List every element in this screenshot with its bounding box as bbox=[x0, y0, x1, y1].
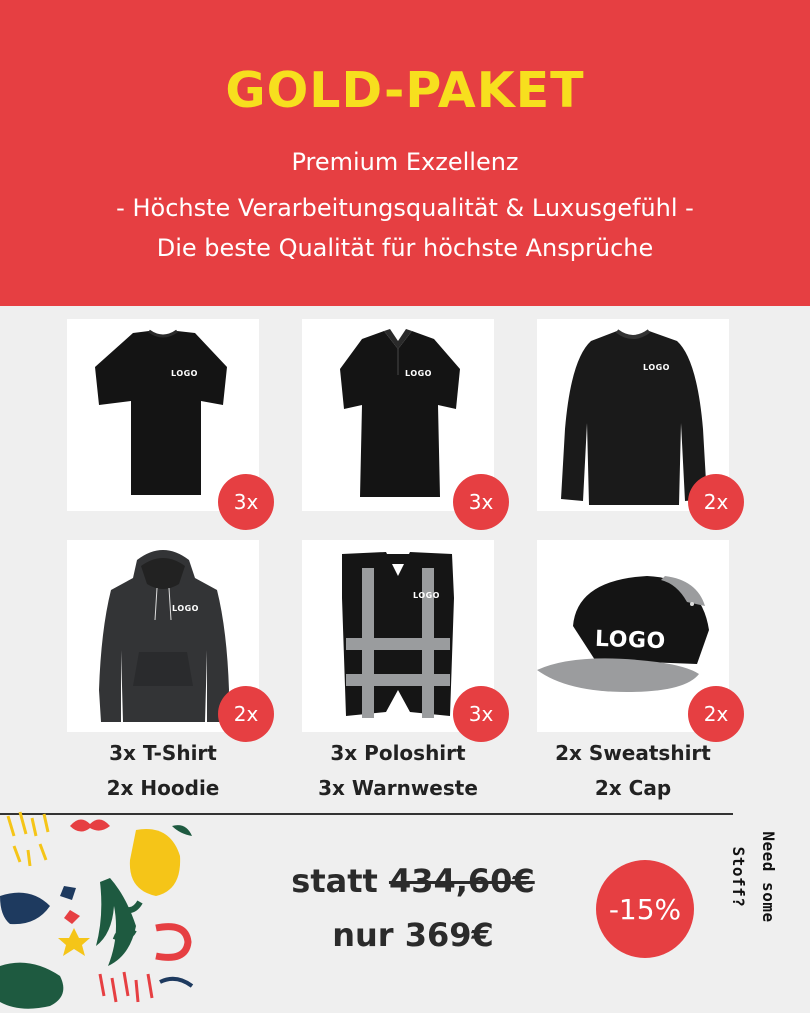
garment-logo: LOGO bbox=[643, 363, 670, 372]
caption-line: 2x Hoodie bbox=[106, 776, 220, 800]
quantity-badge-tshirt: 3x bbox=[218, 474, 274, 530]
caption-column-1 bbox=[43, 736, 283, 806]
quantity-badge-warnweste: 3x bbox=[453, 686, 509, 742]
new-price: 369€ bbox=[404, 916, 494, 954]
caption-line: 3x Poloshirt bbox=[330, 741, 466, 765]
caption-line: 3x Warnweste bbox=[318, 776, 478, 800]
old-price: 434,60€ bbox=[388, 862, 535, 900]
nur-label: nur bbox=[332, 916, 394, 954]
discount-badge: -15% bbox=[596, 860, 694, 958]
caption-column-3 bbox=[513, 736, 753, 806]
old-price-line bbox=[268, 862, 558, 900]
subtitle-line-3: Die beste Qualität für höchste Ansprüche bbox=[156, 234, 654, 262]
page-title: GOLD-PAKET bbox=[225, 62, 585, 119]
garment-logo: LOGO bbox=[405, 369, 432, 378]
quantity-badge-sweatshirt: 2x bbox=[688, 474, 744, 530]
quantity-badge-poloshirt: 3x bbox=[453, 474, 509, 530]
quantity-badge-hoodie: 2x bbox=[218, 686, 274, 742]
garment-logo: LOGO bbox=[171, 369, 198, 378]
header-banner bbox=[0, 0, 810, 306]
caption-line: 3x T-Shirt bbox=[109, 741, 217, 765]
decorative-shapes-icon bbox=[0, 806, 200, 1013]
caption-line: 2x Cap bbox=[594, 776, 672, 800]
brand-vertical-text: Need some Stoff? bbox=[729, 831, 778, 923]
quantity-badge-cap: 2x bbox=[688, 686, 744, 742]
subtitle-line-2: - Höchste Verarbeitungsqualität & Luxusgefühl - bbox=[116, 194, 694, 222]
caption-column-2 bbox=[278, 736, 518, 806]
garment-logo: LOGO bbox=[413, 591, 440, 600]
caption-line: 2x Sweatshirt bbox=[555, 741, 711, 765]
garment-logo: LOGO bbox=[172, 604, 199, 613]
new-price-line bbox=[268, 916, 558, 954]
subtitle-line-1: Premium Exzellenz bbox=[291, 148, 519, 176]
garment-logo: LOGO bbox=[594, 626, 667, 655]
statt-label: statt bbox=[291, 862, 378, 900]
